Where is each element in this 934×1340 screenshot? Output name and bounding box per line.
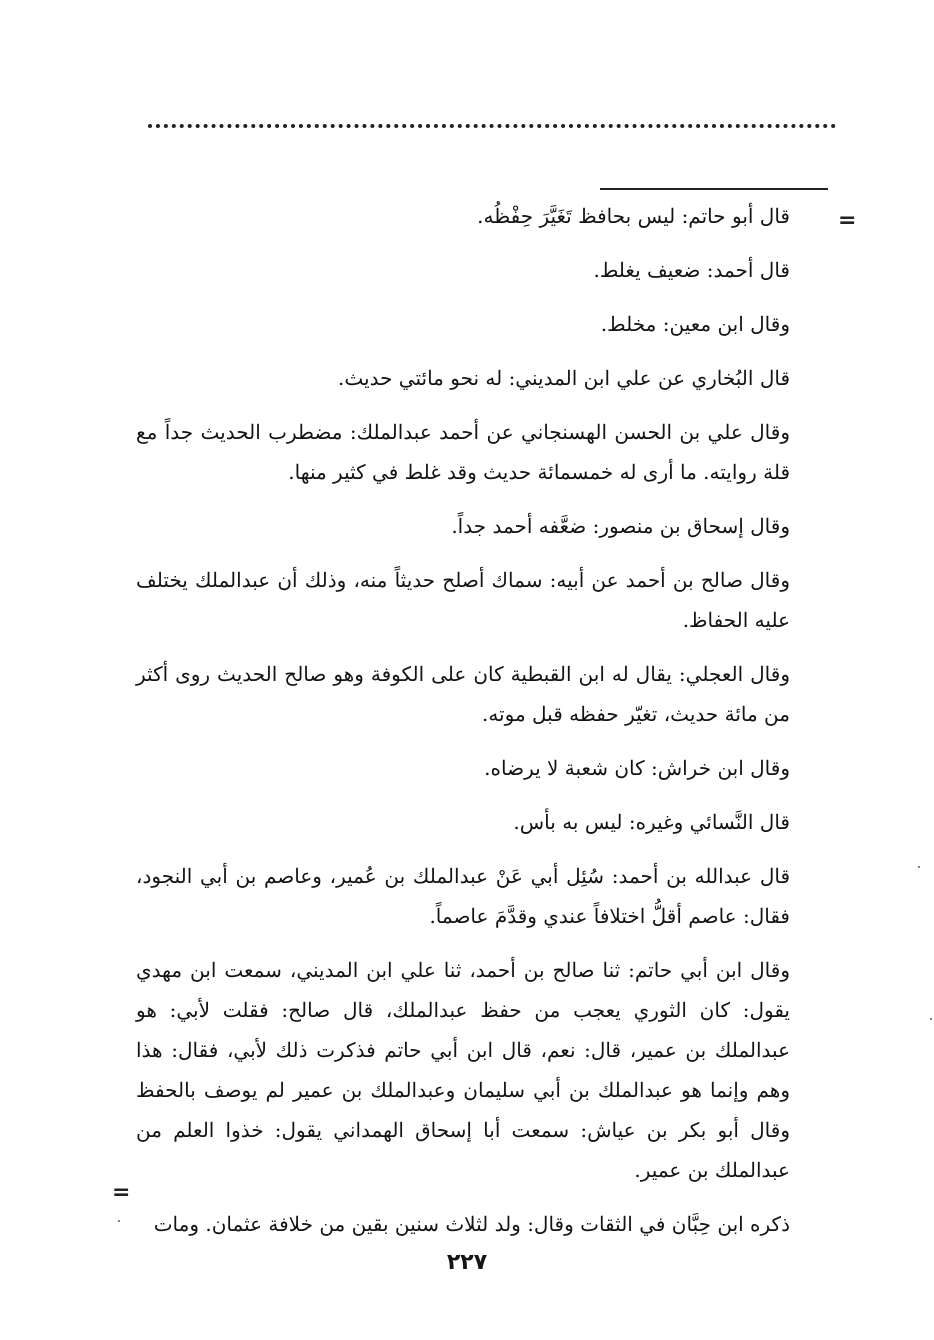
page-number: ٢٢٧ (446, 1250, 488, 1275)
paragraph-salih: وقال صالح بن أحمد عن أبيه: سماك أصلح حديثاً منه، وذلك أن عبدالملك يختلف عليه الحفاظ. (136, 568, 790, 632)
dotted-header-rule (148, 124, 836, 128)
paragraph-ijli: وقال العجلي: يقال له ابن القبطية كان على الكوفة وهو صالح الحديث روى أكثر من مائة حديث، تغيّر حفظه قبل موته. (136, 662, 790, 726)
paragraph-bukhari: قال البُخاري عن علي ابن المديني: له نحو مائتي حديث. (338, 366, 790, 390)
scan-speck (918, 866, 920, 868)
paragraph-ahmad: قال أحمد: ضعيف يغلط. (593, 258, 790, 282)
paragraph-ibn-hibban: ذكره ابن حِبَّان في الثقات وقال: ولد لثلاث سنين بقين من خلافة عثمان. ومات (153, 1212, 790, 1236)
paragraph-ibn-maeen: وقال ابن معين: مخلط. (600, 312, 790, 336)
paragraph-abu-hatim: قال أبو حاتم: ليس بحافظ تَغَيَّرَ حِفْظُه. (477, 204, 790, 228)
paragraph-ishaq: وقال إسحاق بن منصور: ضعَّفه أحمد جداً. (451, 514, 790, 538)
scan-speck (930, 1018, 932, 1020)
footnote-separator-rule (600, 188, 828, 190)
paragraph-nasai: قال النَّسائي وغيره: ليس به بأس. (513, 810, 790, 834)
continuation-mark-bottom: = (112, 1180, 131, 1205)
paragraph-hasanjani: وقال علي بن الحسن الهسنجاني عن أحمد عبدالملك: مضطرب الحديث جداً مع قلة روايته. ما أرى له خمسمائة حديث وقد غلط في كثير منها. (136, 420, 790, 484)
continuation-mark-top: = (838, 208, 857, 233)
scan-speck (118, 1220, 120, 1222)
paragraph-abdullah: قال عبدالله بن أحمد: سُئِل أبي عَنْ عبدالملك بن عُمير، وعاصم بن أبي النجود، فقال: عاصم أقلُّ اختلافاً عندي وقدَّمَ عاصماً. (136, 864, 790, 928)
footnote-text-block (136, 196, 790, 1258)
paragraph-ibn-khirash: وقال ابن خراش: كان شعبة لا يرضاه. (484, 756, 790, 780)
paragraph-ibn-abi-hatim: وقال ابن أبي حاتم: ثنا صالح بن أحمد، ثنا علي ابن المديني، سمعت ابن مهدي يقول: كان الثوري يعجب من حفظ عبدالملك، قال صالح: فقلت لأبي: هو عبدالملك بن عمير، قال: نعم، قال ابن أبي حاتم فذكرت ذلك لأبي، فقال: هذا وهم وإنما هو عبدالملك بن أبي سليمان وعبدالملك بن عمير لم يوصف بالحفظ وقال أبو بكر بن عياش: سمعت أبا إسحاق الهمداني يقول: خذوا العلم من عبدالملك بن عمير. (136, 958, 791, 1182)
